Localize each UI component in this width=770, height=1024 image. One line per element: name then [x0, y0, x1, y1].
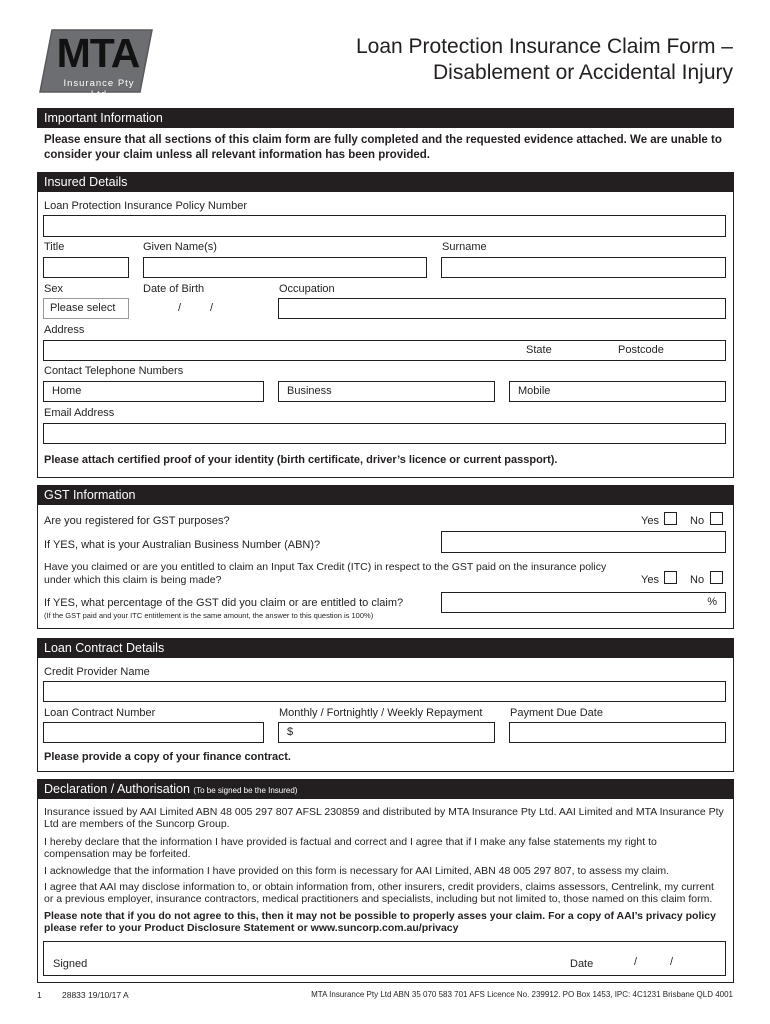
gst-q3-line1: Have you claimed or are you entitled to claim an Input Tax Credit (ITC) in respect to the GST paid on the insurance policy — [44, 561, 607, 573]
gst-header: GST Information — [37, 485, 734, 505]
percent-sign: % — [707, 596, 717, 608]
given-names-input[interactable] — [143, 257, 427, 278]
form-title-line2: Disablement or Accidental Injury — [433, 61, 733, 84]
business-phone-label: Business — [287, 385, 332, 397]
due-date-label: Payment Due Date — [510, 707, 603, 719]
email-label: Email Address — [44, 407, 115, 419]
date-separator-1: / — [634, 956, 638, 968]
home-phone-input[interactable] — [43, 381, 264, 402]
loan-header: Loan Contract Details — [37, 638, 734, 658]
occupation-label: Occupation — [279, 283, 335, 295]
footer-company: MTA Insurance Pty Ltd ABN 35 070 583 701 AFS Licence No. 239912. PO Box 1453, IPC: 4C1231 Brisbane QLD 4001 — [311, 990, 733, 999]
sex-select-value: Please select — [50, 302, 116, 314]
dob-input[interactable] — [143, 298, 263, 319]
identity-note: Please attach certified proof of your identity (birth certificate, driver’s licence or current passport). — [44, 454, 558, 466]
title-label: Title — [44, 241, 65, 253]
gst-q1-no-label: No — [690, 515, 705, 527]
phone-label: Contact Telephone Numbers — [44, 365, 184, 377]
gst-q1-no-checkbox[interactable] — [710, 512, 723, 525]
footer-form-code: 28833 19/10/17 A — [62, 990, 129, 1000]
contract-number-label: Loan Contract Number — [44, 707, 156, 719]
email-input[interactable] — [43, 423, 726, 444]
gst-q3-line2: under which this claim is being made? — [44, 574, 222, 586]
state-label: State — [526, 344, 552, 356]
declaration-p4: I agree that AAI may disclose information to, or obtain information from, other insurers, credit providers, claims assessors, Centrelink, my current or a previous employer, insurance contractors, medical practitioners and specialists, including but not limited to, those named on this claim form. — [44, 881, 714, 905]
address-label: Address — [44, 324, 85, 336]
important-text: Please ensure that all sections of this claim form are fully completed and the requested evidence attached. We are unable to consider your claim unless all relevant information has been provided. — [44, 134, 722, 161]
signed-label: Signed — [53, 958, 88, 970]
footer-page-number: 1 — [37, 990, 42, 1000]
finance-contract-note: Please provide a copy of your finance contract. — [44, 751, 291, 763]
declaration-header-note: (To be signed be the Insured) — [193, 786, 298, 795]
gst-q1-yes-checkbox[interactable] — [664, 512, 677, 525]
dollar-sign: $ — [287, 726, 294, 738]
declaration-header — [37, 779, 734, 799]
contract-number-input[interactable] — [43, 722, 264, 743]
occupation-input[interactable] — [278, 298, 726, 319]
policy-number-label: Loan Protection Insurance Policy Number — [44, 200, 247, 212]
declaration-p2: I hereby declare that the information I have provided is factual and correct and I agree that if I make any false statements my right to compensation may be forfeited. — [44, 836, 657, 860]
gst-q3-yes-label: Yes — [641, 574, 659, 586]
gst-percent-input[interactable] — [441, 592, 726, 613]
postcode-label: Postcode — [618, 344, 664, 356]
date-separator-2: / — [670, 956, 674, 968]
gst-q3-no-checkbox[interactable] — [710, 571, 723, 584]
gst-q2: If YES, what is your Australian Business Number (ABN)? — [44, 539, 321, 551]
due-date-input[interactable] — [509, 722, 726, 743]
given-names-label: Given Name(s) — [143, 241, 217, 253]
surname-input[interactable] — [441, 257, 726, 278]
declaration-title: Declaration / Authorisation — [44, 782, 190, 796]
business-phone-input[interactable] — [278, 381, 495, 402]
gst-q3-yes-checkbox[interactable] — [664, 571, 677, 584]
declaration-p3: I acknowledge that the information I have provided on this form is necessary for AAI Limited, ABN 48 005 297 807, to assess my claim. — [44, 865, 670, 877]
home-phone-label: Home — [52, 385, 82, 397]
gst-q4: If YES, what percentage of the GST did you claim or are entitled to claim? — [44, 597, 404, 609]
surname-label: Surname — [442, 241, 487, 253]
signature-box[interactable] — [43, 941, 726, 976]
dob-separator-1: / — [178, 302, 182, 314]
gst-q3-no-label: No — [690, 574, 705, 586]
repayment-input[interactable] — [278, 722, 495, 743]
declaration-p5: Please note that if you do not agree to this, then it may not be possible to properly asses your claim. For a copy of AAI’s privacy policy please refer to your Product Disclosure Statement or www.suncorp.com.au/privacy — [44, 910, 716, 934]
sex-label: Sex — [44, 283, 63, 295]
logo-text: MTA — [56, 30, 140, 76]
important-header: Important Information — [37, 108, 734, 128]
declaration-p1: Insurance issued by AAI Limited ABN 48 005 297 807 AFSL 230859 and distributed by MTA Insurance Pty Ltd. AAI Limited and MTA Insurance Pty Ltd are members of the Suncorp Group. — [44, 806, 724, 830]
mobile-phone-input[interactable] — [509, 381, 726, 402]
date-label: Date — [570, 958, 594, 970]
credit-provider-label: Credit Provider Name — [44, 666, 150, 678]
form-title-line1: Loan Protection Insurance Claim Form – — [355, 35, 733, 58]
mta-logo — [34, 28, 158, 100]
address-input[interactable] — [43, 340, 726, 361]
dob-label: Date of Birth — [143, 283, 205, 295]
gst-q4-note: (If the GST paid and your ITC entitlement is the same amount, the answer to this question is 100%) — [44, 611, 374, 620]
gst-q1: Are you registered for GST purposes? — [44, 515, 230, 527]
mobile-phone-label: Mobile — [518, 385, 551, 397]
dob-separator-2: / — [210, 302, 214, 314]
title-input[interactable] — [43, 257, 129, 278]
repayment-label: Monthly / Fortnightly / Weekly Repayment — [279, 707, 483, 719]
sex-select[interactable] — [43, 298, 129, 319]
policy-number-input[interactable] — [43, 215, 726, 237]
logo-subtext: Insurance Pty Ltd — [63, 78, 135, 100]
abn-input[interactable] — [441, 531, 726, 553]
insured-header: Insured Details — [37, 172, 734, 192]
credit-provider-input[interactable] — [43, 681, 726, 702]
gst-q1-yes-label: Yes — [641, 515, 659, 527]
